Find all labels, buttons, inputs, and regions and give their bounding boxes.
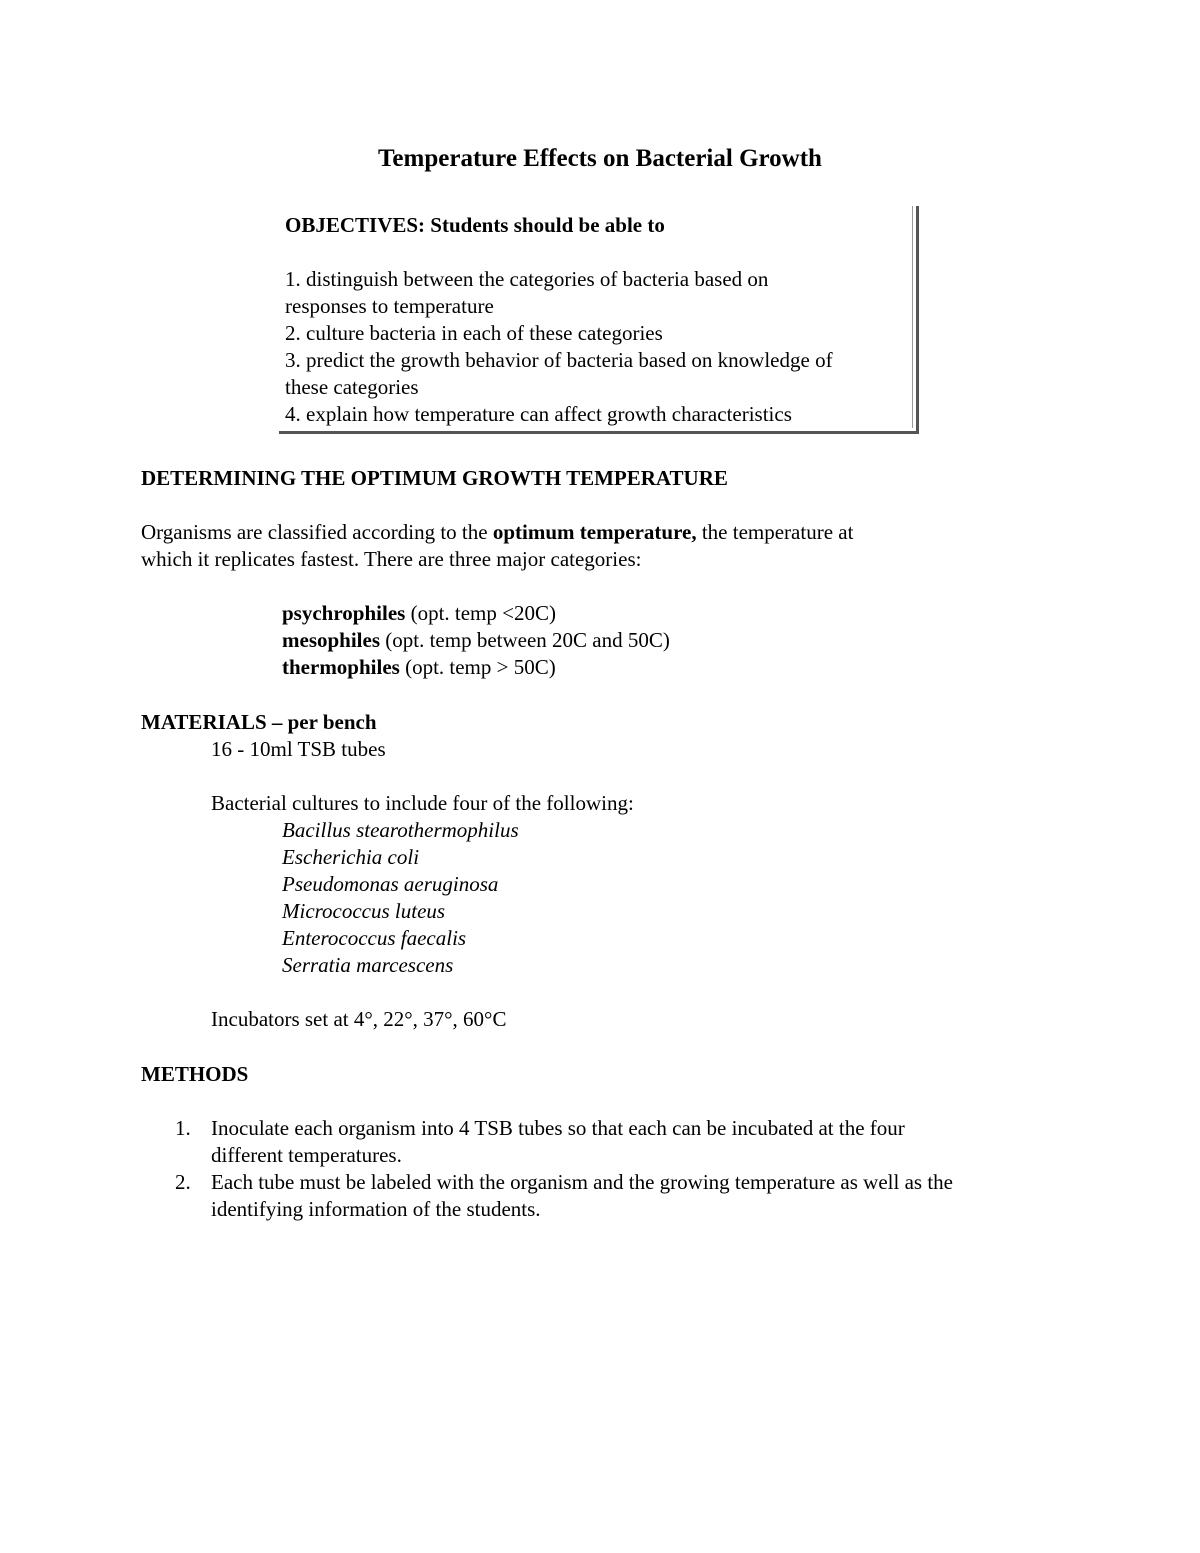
document-title: Temperature Effects on Bacterial Growth	[378, 145, 822, 172]
category-list	[282, 600, 670, 681]
cultures-intro: Bacterial cultures to include four of the following:	[211, 791, 634, 815]
materials-tubes: 16 - 10ml TSB tubes	[211, 737, 386, 761]
optimum-heading: DETERMINING THE OPTIMUM GROWTH TEMPERATURE	[141, 466, 728, 490]
category-desc: (opt. temp between 20C and 50C)	[380, 628, 670, 652]
organism-item: Pseudomonas aeruginosa	[282, 872, 499, 896]
category-name: psychrophiles	[282, 601, 406, 625]
method-item	[141, 1115, 1061, 1169]
objective-line: these categories	[285, 375, 419, 399]
organism-item: Escherichia coli	[282, 845, 420, 869]
category-desc: (opt. temp <20C)	[405, 601, 556, 625]
category-desc: (opt. temp > 50C)	[399, 655, 556, 679]
methods-list	[141, 1115, 1061, 1223]
objective-line: 4. explain how temperature can affect growth characteristics	[285, 402, 792, 426]
objective-line: 2. culture bacteria in each of these categories	[285, 321, 663, 345]
objectives-list	[285, 266, 910, 428]
category-item	[282, 654, 670, 681]
organism-item: Micrococcus luteus	[282, 899, 446, 923]
optimum-paragraph	[141, 519, 961, 573]
objective-line: responses to temperature	[285, 294, 494, 318]
materials-heading: MATERIALS – per bench	[141, 710, 377, 734]
category-item	[282, 600, 670, 627]
paragraph-line: which it replicates fastest. There are three major categories:	[141, 547, 642, 571]
objective-line: 3. predict the growth behavior of bacteria based on knowledge of	[285, 348, 833, 372]
methods-heading: METHODS	[141, 1062, 249, 1086]
method-item	[141, 1169, 1061, 1223]
organism-item: Bacillus stearothermophilus	[282, 818, 519, 842]
objective-line: 1. distinguish between the categories of bacteria based on	[285, 267, 769, 291]
organism-item: Serratia marcescens	[282, 953, 454, 977]
method-number: 1.	[175, 1116, 191, 1140]
method-line: identifying information of the students.	[211, 1197, 541, 1221]
objectives-box-shadow	[912, 206, 913, 428]
incubators-line: Incubators set at 4°, 22°, 37°, 60°C	[211, 1007, 507, 1031]
paragraph-line	[141, 519, 961, 546]
method-line: Each tube must be labeled with the organism and the growing temperature as well as the	[211, 1170, 953, 1194]
organism-item: Enterococcus faecalis	[282, 926, 467, 950]
category-name: mesophiles	[282, 628, 381, 652]
method-number: 2.	[175, 1170, 191, 1194]
method-line: Inoculate each organism into 4 TSB tubes so that each can be incubated at the four	[211, 1116, 905, 1140]
objectives-heading: OBJECTIVES: Students should be able to	[285, 213, 665, 237]
optimum-term: optimum temperature,	[492, 520, 697, 544]
category-name: thermophiles	[282, 655, 400, 679]
paragraph-text: the temperature at	[696, 520, 854, 544]
organism-list	[282, 817, 519, 979]
paragraph-text: Organisms are classified according to the	[141, 520, 493, 544]
objectives-box	[279, 206, 919, 434]
category-item	[282, 627, 670, 654]
method-line: different temperatures.	[211, 1143, 402, 1167]
